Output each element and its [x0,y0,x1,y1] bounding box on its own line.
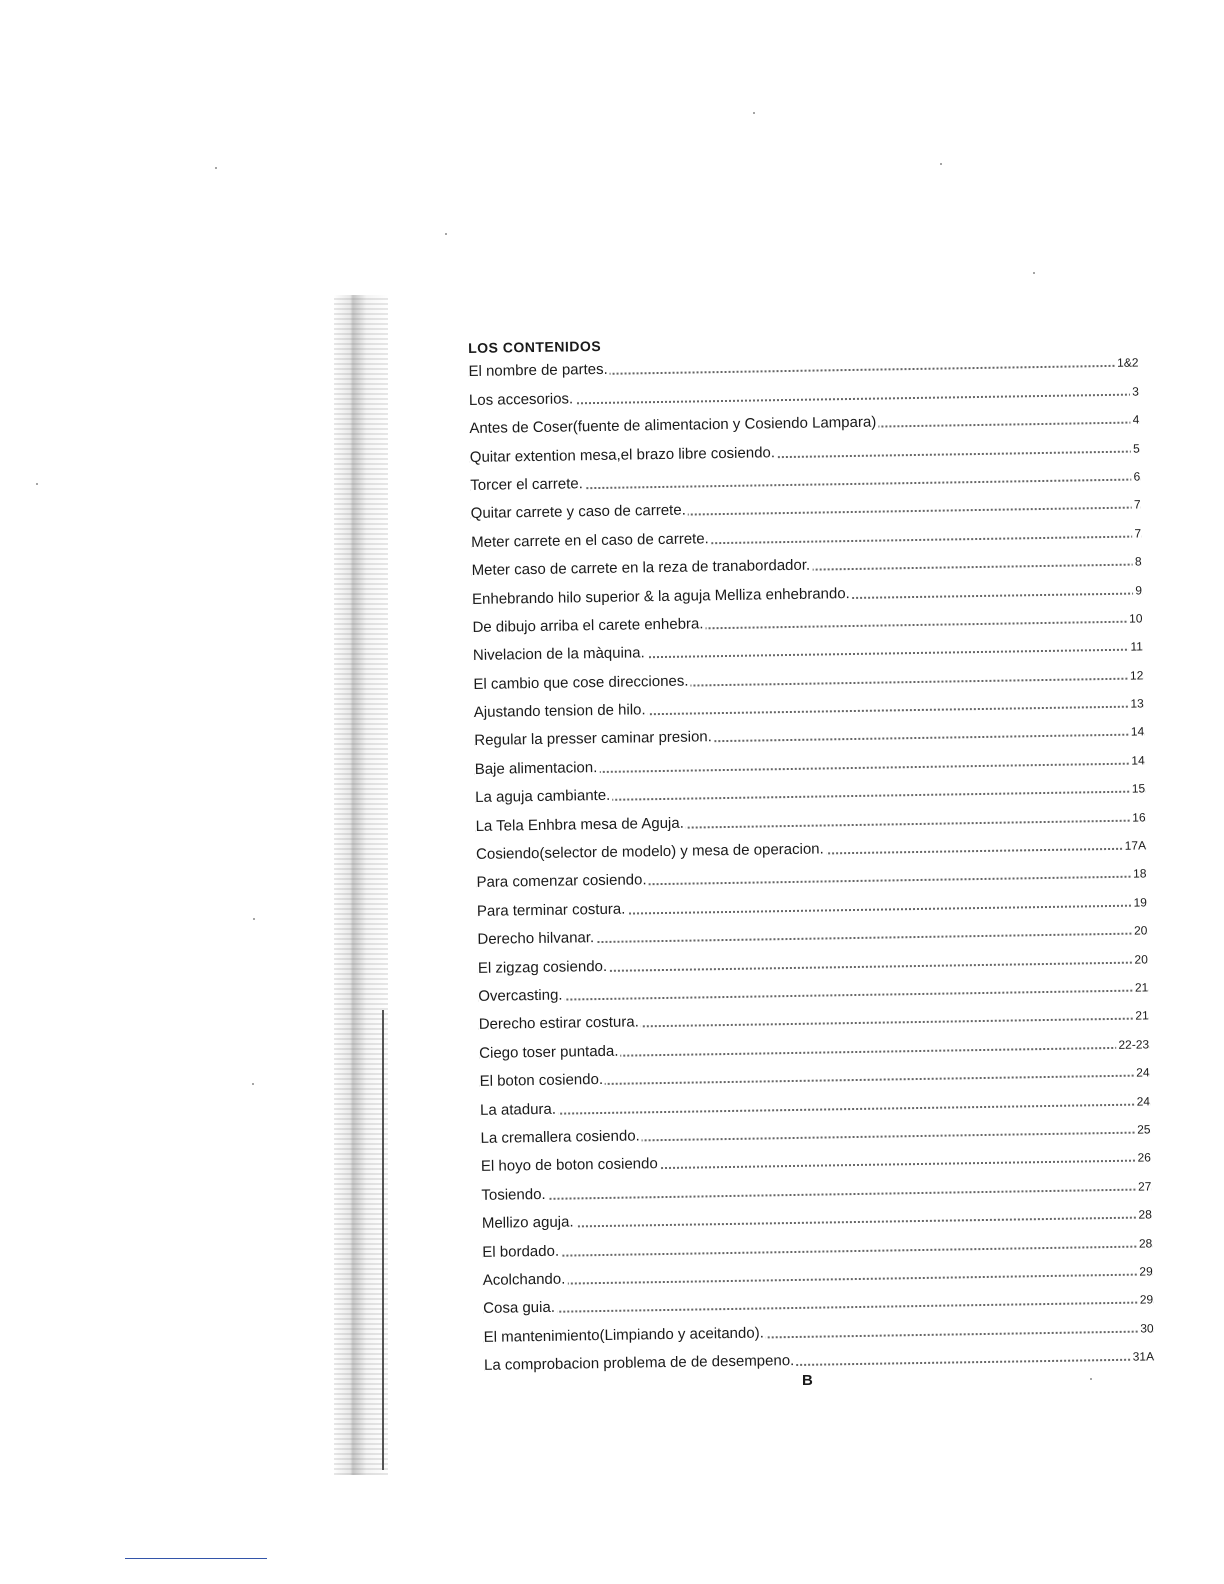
toc-entry-page: 27 [1137,1179,1152,1194]
toc-entry-page: 24 [1136,1065,1150,1080]
toc-entry-page: 6 [1133,469,1141,484]
scan-speck [753,112,755,114]
toc-entry-label: El hoyo de boton cosiendo [480,1155,658,1176]
toc-entry-label: La comprobacion problema de de desempeno. [483,1352,795,1374]
scan-speck [445,233,447,235]
toc-entry-label: Ciego toser puntada. [479,1042,619,1062]
toc-entry-page: 20 [1134,951,1148,967]
toc-entry-label: Cosa guia. [483,1299,556,1318]
toc-entry-page: 24 [1136,1093,1151,1109]
toc-entry-page: 4 [1132,412,1140,427]
toc-entry-page: 29 [1139,1292,1154,1307]
toc-entry-label: Mellizo aguja. [481,1213,574,1232]
toc-entry-page: 26 [1137,1150,1152,1165]
toc-entry-label: Regular la presser caminar presion. [474,728,713,750]
toc-entry-page: 22-23 [1118,1037,1150,1052]
toc-entry-page: 13 [1130,696,1144,711]
toc-entry-label: Los accesorios. [468,390,574,409]
scan-speck [1033,272,1035,274]
toc-entry-label: Derecho hilvanar. [477,929,595,949]
footer-rule [125,1558,267,1559]
toc-entry-page: 14 [1131,753,1145,768]
toc-entry-page: 3 [1132,384,1139,399]
toc-entry-page: 28 [1138,1207,1152,1222]
toc-entry-page: 29 [1139,1264,1153,1279]
toc-entry-label: Cosiendo(selector de modelo) y mesa de operacion. [475,840,824,863]
toc-entry-page: 14 [1130,724,1145,740]
toc-entry-page: 31A [1132,1349,1155,1364]
toc-entry-label: Overcasting. [478,986,563,1005]
toc-entry-page: 21 [1135,1008,1149,1023]
toc-entry-label: El boton cosiendo. [479,1071,604,1091]
toc-entry-label: Baje alimentacion. [474,758,598,778]
toc-entry-page: 21 [1134,980,1149,995]
toc-entry-label: La atadura. [479,1100,557,1119]
toc-entry-label: Meter caso de carrete en la reza de tranabordador. [471,556,811,580]
toc-entry-page: 9 [1135,582,1143,598]
toc-entry-label: El mantenimiento(Limpiando y aceitando). [483,1324,764,1346]
toc-entry-label: Enhebrando hilo superior & la aguja Melliza enhebrando. [471,584,850,608]
toc-entry-label: Torcer el carrete. [470,475,583,494]
toc-entry-page: 17A [1124,838,1147,853]
toc-entry-page: 1&2 [1116,355,1139,371]
scan-speck [36,483,38,485]
toc-entry-page: 10 [1128,611,1143,626]
toc-title: LOS CONTENIDOS [468,337,602,356]
toc-entry-page: 20 [1133,923,1148,938]
toc-entry-label: Para comenzar cosiendo. [476,871,647,892]
toc-entry-label: Para terminar costura. [476,900,626,920]
toc-entry-label: El cambio que cose direcciones. [473,672,689,693]
scan-speck [253,918,255,920]
binding-edge-line [382,1010,384,1470]
toc-entry-label: Tosiendo. [481,1185,546,1204]
toc-entry-label: Nivelacion de la màquina. [472,644,645,665]
toc-entry-page: 19 [1133,895,1148,910]
toc-entry-label: El nombre de partes. [468,361,608,381]
binding-edge-shadow [334,295,388,1475]
toc-entry-page: 5 [1132,441,1140,456]
toc-entry-label: Acolchando. [482,1270,566,1289]
toc-entry-page: 15 [1131,781,1146,796]
page-letter: B [802,1372,813,1389]
toc-entry-page: 18 [1133,866,1147,882]
toc-entry-page: 8 [1134,554,1142,569]
scan-speck [252,1083,254,1085]
toc-entry-label: El bordado. [482,1242,560,1261]
scan-speck [940,163,942,165]
toc-entry-page: 25 [1137,1122,1151,1137]
toc-entry-label: Derecho estirar costura. [478,1013,639,1034]
toc-entry-label: La aguja cambiante. [475,787,611,807]
toc-entry-page: 30 [1140,1321,1154,1336]
toc-entry-label: La Tela Enhbra mesa de Aguja. [475,814,684,835]
toc-entry-label: Quitar extention mesa,el brazo libre cosiendo. [469,443,776,466]
toc-entry-page: 7 [1134,526,1142,541]
toc-entry-label: De dibujo arriba el carete enhebra. [472,615,704,636]
scan-speck [215,167,217,169]
toc-entry-page: 16 [1132,810,1146,825]
table-of-contents [468,329,1154,1377]
toc-entry-page: 12 [1129,668,1144,683]
toc-entry-page: 28 [1138,1235,1153,1251]
toc-entry-label: Antes de Coser(fuente de alimentacion y Cosiendo Lampara) [469,413,877,438]
toc-entry-page: 11 [1130,639,1144,654]
toc-entry-label: El zigzag cosiendo. [477,957,608,977]
toc-entry-page: 7 [1133,497,1141,512]
toc-entry-label: Ajustando tension de hilo. [473,701,646,722]
scan-speck [1090,1378,1092,1380]
toc-entry-label: Quitar carrete y caso de carrete. [470,501,686,523]
toc-entry-label: La cremallera cosiendo. [480,1127,640,1147]
toc-entries [468,345,1154,1377]
toc-entry-label: Meter carrete en el caso de carrete. [471,529,709,551]
